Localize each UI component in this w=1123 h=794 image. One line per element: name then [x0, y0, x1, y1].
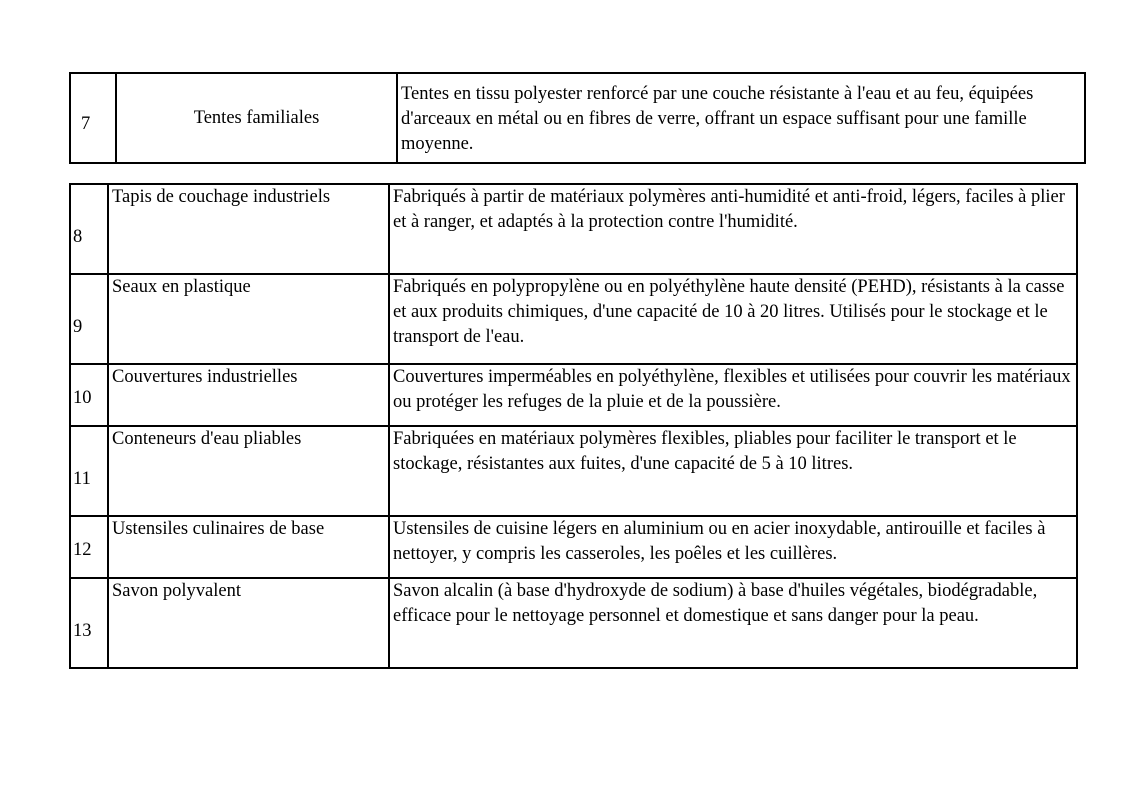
- table-row: [70, 184, 1077, 274]
- item-description: Fabriquées en matériaux polymères flexibles, pliables pour faciliter le transport et le stockage, résistantes aux fuites, d'une capacité de 5 à 10 litres.: [389, 426, 1077, 516]
- item-name: Couvertures industrielles: [108, 364, 389, 426]
- item-description: Fabriqués à partir de matériaux polymères anti-humidité et anti-froid, légers, faciles à plier et à ranger, et adaptés à la protection contre l'humidité.: [389, 184, 1077, 274]
- row-number: 11: [70, 426, 108, 516]
- item-description: Ustensiles de cuisine légers en aluminium ou en acier inoxydable, antirouille et faciles à nettoyer, y compris les casseroles, les poêles et les cuillères.: [389, 516, 1077, 578]
- item-name: Conteneurs d'eau pliables: [108, 426, 389, 516]
- row-number: 9: [70, 274, 108, 364]
- row-number: 13: [70, 578, 108, 668]
- row-number: 7: [70, 73, 116, 163]
- item-name: Seaux en plastique: [108, 274, 389, 364]
- items-table-part-2: [69, 183, 1078, 669]
- table-row: [70, 274, 1077, 364]
- table-row: [70, 364, 1077, 426]
- table-row: [70, 516, 1077, 578]
- table-row: [70, 578, 1077, 668]
- item-description: Tentes en tissu polyester renforcé par une couche résistante à l'eau et au feu, équipées d'arceaux en métal ou en fibres de verre, offrant un espace suffisant pour une famille moyenne.: [397, 73, 1085, 163]
- table-row: [70, 426, 1077, 516]
- items-table-part-1: [69, 72, 1086, 164]
- item-name: Savon polyvalent: [108, 578, 389, 668]
- item-description: Fabriqués en polypropylène ou en polyéthylène haute densité (PEHD), résistants à la casse et aux produits chimiques, d'une capacité de 10 à 20 litres. Utilisés pour le stockage et le transport de l'eau.: [389, 274, 1077, 364]
- row-number: 12: [70, 516, 108, 578]
- table-row: [70, 73, 1085, 163]
- row-number: 8: [70, 184, 108, 274]
- item-description: Couvertures imperméables en polyéthylène, flexibles et utilisées pour couvrir les matériaux ou protéger les refuges de la pluie et de la poussière.: [389, 364, 1077, 426]
- item-name: Tentes familiales: [116, 73, 397, 163]
- row-number: 10: [70, 364, 108, 426]
- item-name: Ustensiles culinaires de base: [108, 516, 389, 578]
- item-name: Tapis de couchage industriels: [108, 184, 389, 274]
- item-description: Savon alcalin (à base d'hydroxyde de sodium) à base d'huiles végétales, biodégradable, efficace pour le nettoyage personnel et domestique et sans danger pour la peau.: [389, 578, 1077, 668]
